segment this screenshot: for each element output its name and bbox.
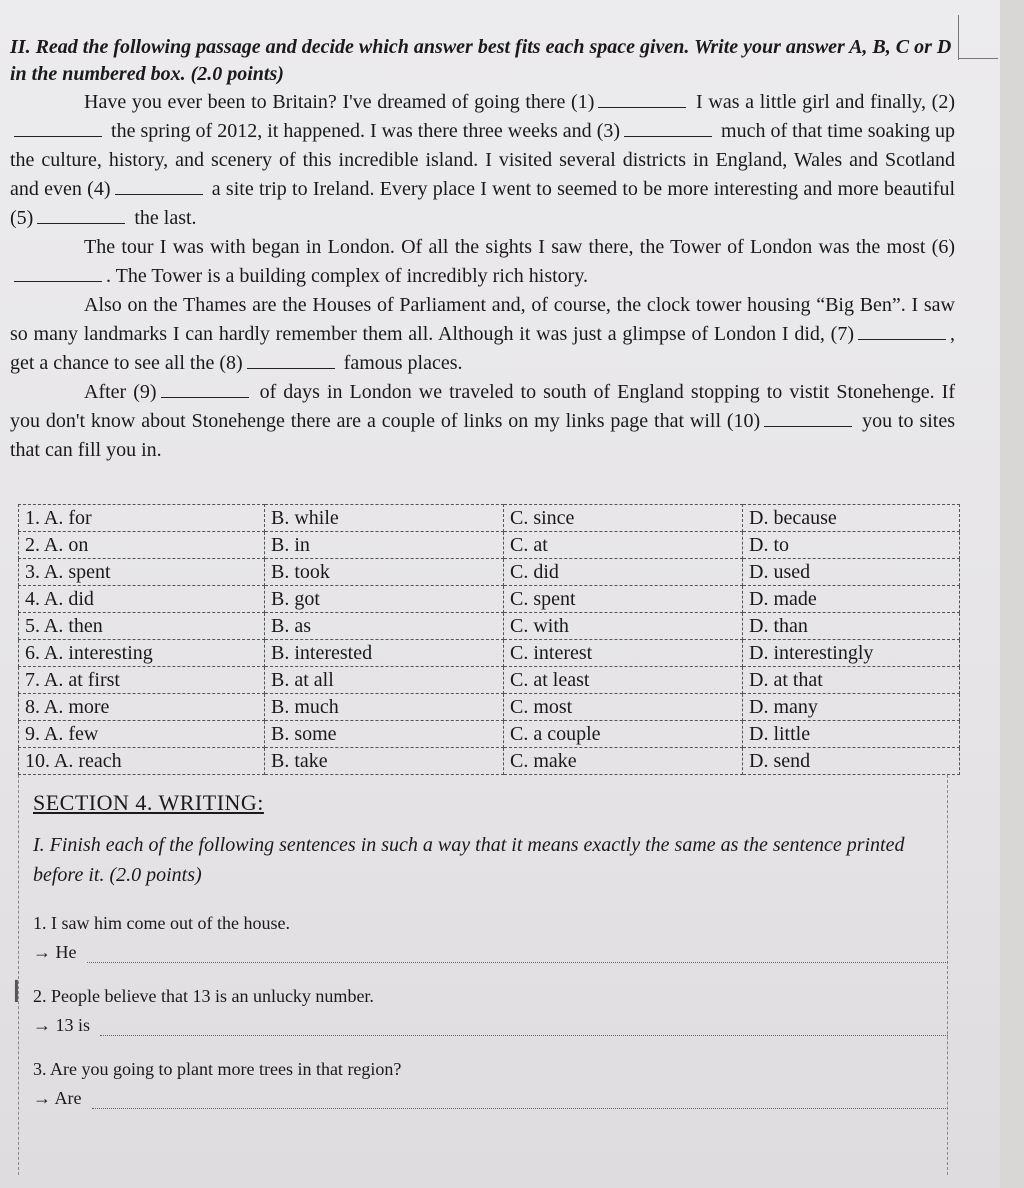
exercise-instruction: II. Read the following passage and decide which answer best fits each space given. Write your answer A, B, C or D in the numbered box. (2.0 points) xyxy=(10,36,952,85)
option-cell[interactable]: D. used xyxy=(743,559,960,586)
option-cell[interactable]: 9. A. few xyxy=(19,721,265,748)
option-cell[interactable]: 6. A. interesting xyxy=(19,640,265,667)
option-cell[interactable]: D. many xyxy=(743,694,960,721)
option-row xyxy=(19,748,960,775)
question-prompt: 3. Are you going to plant more trees in that region? xyxy=(33,1059,402,1079)
option-row xyxy=(19,505,960,532)
option-cell[interactable]: D. at that xyxy=(743,667,960,694)
option-cell[interactable]: C. a couple xyxy=(504,721,743,748)
blank-8[interactable] xyxy=(247,352,335,369)
paragraph-4: After (9) of days in London we traveled to south of England stopping to vistit Stonehenge. If you don't know about Stonehenge there are a couple of links on my links page that will (10) you to sites that can fill you in. xyxy=(10,381,955,461)
text-cursor-icon: I xyxy=(12,975,21,1010)
option-cell[interactable]: B. at all xyxy=(265,667,504,694)
option-cell[interactable]: C. with xyxy=(504,613,743,640)
option-cell[interactable]: 1. A. for xyxy=(19,505,265,532)
writing-section xyxy=(33,790,948,1129)
option-cell[interactable]: C. at least xyxy=(504,667,743,694)
option-cell[interactable]: C. did xyxy=(504,559,743,586)
option-cell[interactable]: 8. A. more xyxy=(19,694,265,721)
option-row xyxy=(19,532,960,559)
question-prompt: 2. People believe that 13 is an unlucky number. xyxy=(33,986,374,1006)
answer-line[interactable] xyxy=(33,1015,948,1036)
answer-dotted-line[interactable] xyxy=(100,1021,948,1036)
option-cell[interactable]: D. than xyxy=(743,613,960,640)
option-row xyxy=(19,667,960,694)
option-row xyxy=(19,586,960,613)
option-cell[interactable]: 4. A. did xyxy=(19,586,265,613)
option-cell[interactable]: C. interest xyxy=(504,640,743,667)
section-title: SECTION 4. WRITING: xyxy=(33,790,264,815)
option-cell[interactable]: 5. A. then xyxy=(19,613,265,640)
blank-7[interactable] xyxy=(858,323,946,340)
ruler-mark xyxy=(958,15,959,60)
option-row xyxy=(19,640,960,667)
option-cell[interactable]: 3. A. spent xyxy=(19,559,265,586)
blank-4[interactable] xyxy=(115,178,203,195)
option-cell[interactable]: B. while xyxy=(265,505,504,532)
answer-line[interactable] xyxy=(33,942,948,963)
answer-dotted-line[interactable] xyxy=(87,948,949,963)
option-cell[interactable]: D. to xyxy=(743,532,960,559)
option-cell[interactable]: 7. A. at first xyxy=(19,667,265,694)
option-row xyxy=(19,613,960,640)
blank-1[interactable] xyxy=(598,91,686,108)
options-table xyxy=(18,504,960,775)
question-prompt: 1. I saw him come out of the house. xyxy=(33,913,290,933)
option-cell[interactable]: B. take xyxy=(265,748,504,775)
option-cell[interactable]: 10. A. reach xyxy=(19,748,265,775)
option-cell[interactable]: B. got xyxy=(265,586,504,613)
option-cell[interactable]: B. in xyxy=(265,532,504,559)
option-cell[interactable]: D. made xyxy=(743,586,960,613)
reading-exercise xyxy=(10,34,955,465)
option-cell[interactable]: C. since xyxy=(504,505,743,532)
answer-line[interactable] xyxy=(33,1088,948,1109)
answer-prefix: → Are xyxy=(33,1088,82,1108)
answer-dotted-line[interactable] xyxy=(92,1094,949,1109)
option-cell[interactable]: D. because xyxy=(743,505,960,532)
option-cell[interactable]: D. little xyxy=(743,721,960,748)
option-cell[interactable]: D. send xyxy=(743,748,960,775)
answer-prefix: → He xyxy=(33,942,77,962)
writing-instruction: I. Finish each of the following sentences in such a way that it means exactly the same as the sentence printed before it. (2.0 points) xyxy=(33,834,905,886)
option-row xyxy=(19,559,960,586)
blank-9[interactable] xyxy=(161,381,249,398)
option-cell[interactable]: C. at xyxy=(504,532,743,559)
option-cell[interactable]: B. some xyxy=(265,721,504,748)
blank-2[interactable] xyxy=(14,120,102,137)
option-cell[interactable]: C. make xyxy=(504,748,743,775)
option-row xyxy=(19,721,960,748)
passage xyxy=(10,88,955,465)
paragraph-3: Also on the Thames are the Houses of Parliament and, of course, the clock tower housing “Big Ben”. I saw so many landmarks I can hardly remember them all. Although it was just a glimpse of London I did, (7) , get a chance to see all the (8) famous places. xyxy=(10,294,955,374)
question-list xyxy=(33,910,948,1109)
blank-3[interactable] xyxy=(624,120,712,137)
option-cell[interactable]: D. interestingly xyxy=(743,640,960,667)
option-cell[interactable]: B. took xyxy=(265,559,504,586)
ruler-mark-horizontal xyxy=(958,58,998,59)
answer-prefix: → 13 is xyxy=(33,1015,91,1035)
option-row xyxy=(19,694,960,721)
blank-6[interactable] xyxy=(14,265,102,282)
paragraph-2: The tour I was with began in London. Of all the sights I saw there, the Tower of London was the most (6). The Tower is a building complex of incredibly rich history. xyxy=(10,233,955,291)
option-cell[interactable]: C. most xyxy=(504,694,743,721)
option-cell[interactable]: B. interested xyxy=(265,640,504,667)
option-cell[interactable]: C. spent xyxy=(504,586,743,613)
paragraph-1: Have you ever been to Britain? I've dreamed of going there (1) I was a little girl and finally, (2) the spring of 2012, it happened. I was there three weeks and (3) much of that time soaking up the culture, history, and scenery of this incredible island. I visited several districts in England, Wales and Scotland and even (4) a site trip to Ireland. Every place I went to seemed to be more interesting and more beautiful (5) the last. xyxy=(10,91,956,229)
option-cell[interactable]: 2. A. on xyxy=(19,532,265,559)
blank-5[interactable] xyxy=(37,207,125,224)
option-cell[interactable]: B. much xyxy=(265,694,504,721)
blank-10[interactable] xyxy=(764,410,852,427)
option-cell[interactable]: B. as xyxy=(265,613,504,640)
